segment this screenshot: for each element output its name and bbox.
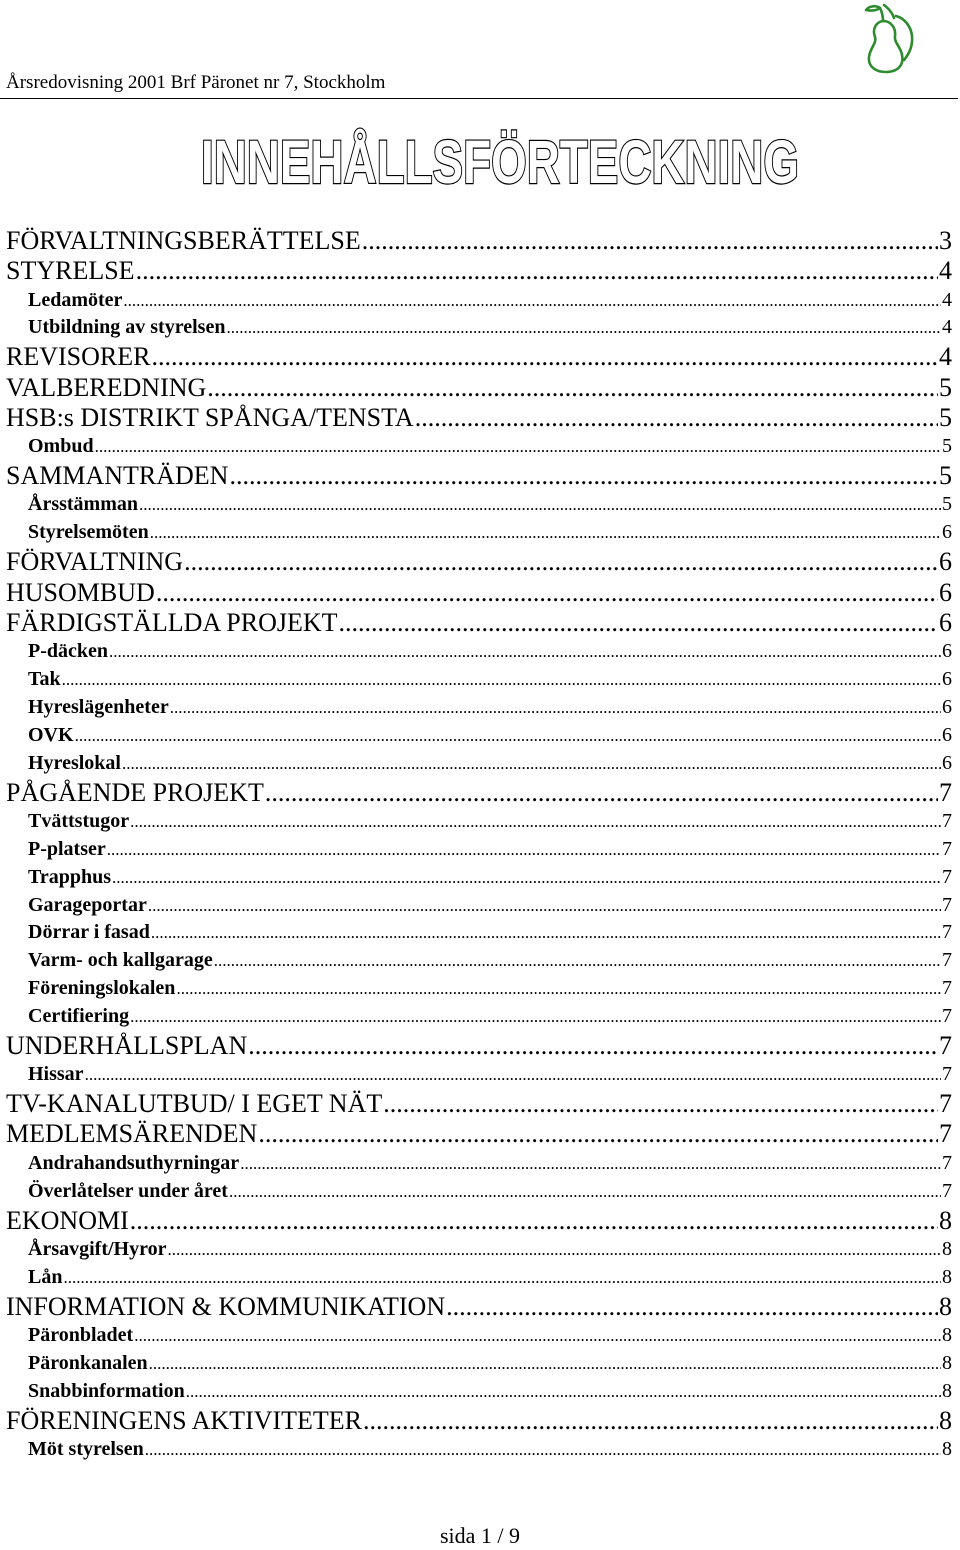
toc-entry-title: HUSOMBUD [6,577,155,607]
toc-entry-title: P-däcken [28,640,108,663]
dot-leader [362,226,938,256]
toc-entry-page: 8 [942,1437,952,1460]
toc-entry-page: 6 [942,695,952,718]
toc-entry-title: STYRELSE [6,256,135,286]
toc-subsection-entry [6,919,952,947]
dot-leader [248,1031,938,1061]
toc-entry-page: 8 [942,1265,952,1288]
toc-section-entry [6,256,952,286]
toc-entry-title: SAMMANTRÄDEN [6,461,229,491]
dot-leader [123,287,941,315]
toc-entry-page: 4 [942,288,952,311]
toc-entry-page: 5 [942,493,952,516]
toc-subsection-entry [6,433,952,461]
toc-entry-page: 5 [939,402,952,432]
dot-leader [95,433,941,461]
dot-leader [75,722,941,750]
toc-subsection-entry [6,1178,952,1206]
toc-entry-page: 6 [939,607,952,637]
dot-leader [151,342,938,372]
dot-leader [139,491,941,519]
toc-entry-title: Päronkanalen [28,1351,148,1374]
dot-leader [383,1089,938,1119]
dot-leader [186,1378,941,1406]
toc-entry-title: Lån [28,1265,63,1288]
toc-section-entry [6,1292,952,1322]
toc-entry-page: 6 [942,751,952,774]
toc-entry-title: Varm- och kallgarage [28,949,213,972]
toc-entry-title: FÄRDIGSTÄLLDA PROJEKT [6,607,338,637]
toc-entry-page: 7 [942,837,952,860]
dot-leader [62,666,941,694]
toc-subsection-entry [6,491,952,519]
toc-entry-title: UNDERHÅLLSPLAN [6,1031,248,1060]
toc-entry-title: Andrahandsuthyrningar [28,1151,240,1174]
toc-entry-title: Päronbladet [28,1323,134,1346]
toc-section-entry [6,1119,952,1149]
toc-subsection-entry [6,314,952,342]
dot-leader [207,373,938,403]
dot-leader [150,519,941,547]
dot-leader [109,638,941,666]
dot-leader [130,1003,941,1031]
dot-leader [112,864,941,892]
toc-entry-page: 7 [942,949,952,972]
dot-leader [107,836,941,864]
dot-leader [339,608,938,638]
toc-section-entry [6,403,952,433]
running-header: Årsredovisning 2001 Brf Päronet nr 7, Stockholm [6,72,386,93]
toc-entry-page: 8 [942,1351,952,1374]
dot-leader [156,578,938,608]
toc-entry-title: Dörrar i fasad [28,921,150,944]
toc-entry-page: 8 [939,1405,952,1435]
toc-entry-title: Garageportar [28,893,147,916]
toc-entry-title: MEDLEMSÄRENDEN [6,1119,258,1149]
toc-section-entry [6,1206,952,1236]
toc-entry-page: 7 [939,1089,952,1119]
toc-entry-page: 4 [942,316,952,339]
dot-leader [145,1436,941,1464]
table-of-contents [6,226,952,1464]
toc-entry-title: Styrelsemöten [28,521,149,544]
toc-subsection-entry [6,1236,952,1264]
toc-entry-page: 7 [942,1179,952,1202]
toc-entry-title: Överlåtelser under året [28,1179,228,1202]
toc-entry-title: Möt styrelsen [28,1437,144,1460]
toc-entry-page: 6 [942,640,952,663]
toc-entry-title: Årsstämman [28,493,138,516]
toc-section-entry [6,342,952,372]
dot-leader [226,314,941,342]
toc-entry-title: Snabbinformation [28,1379,185,1402]
toc-entry-title: HSB:s DISTRIKT SPÅNGA/TENSTA [6,402,414,432]
toc-entry-title: Certifiering [28,1005,130,1028]
toc-entry-page: 8 [942,1379,952,1402]
toc-entry-title: VALBEREDNING [6,372,207,402]
toc-subsection-entry [6,1322,952,1350]
toc-subsection-entry [6,722,952,750]
toc-entry-title: Hissar [28,1063,84,1086]
toc-entry-page: 7 [942,1063,952,1086]
toc-subsection-entry [6,808,952,836]
toc-entry-title: TV-KANALUTBUD/ I EGET NÄT [6,1089,383,1119]
toc-subsection-entry [6,1350,952,1378]
toc-entry-page: 6 [942,723,952,746]
toc-subsection-entry [6,836,952,864]
dot-leader [415,403,938,433]
dot-leader [240,1150,941,1178]
toc-subsection-entry [6,1003,952,1031]
toc-entry-page: 5 [939,461,952,491]
toc-entry-title: FÖRVALTNINGSBERÄTTELSE [6,226,361,255]
pear-icon [858,2,918,74]
toc-entry-title: FÖRENINGENS AKTIVITETER [6,1405,363,1435]
toc-entry-title: EKONOMI [6,1205,129,1235]
dot-leader [214,947,941,975]
toc-subsection-entry [6,1150,952,1178]
toc-entry-title: Tak [28,668,61,691]
toc-entry-page: 7 [939,1031,952,1060]
toc-entry-page: 4 [939,342,952,372]
toc-entry-title: Ledamöter [28,288,123,311]
toc-entry-page: 7 [942,921,952,944]
toc-section-entry [6,226,952,256]
toc-entry-title: P-platser [28,837,106,860]
dot-leader [136,256,938,286]
toc-subsection-entry [6,750,952,778]
toc-entry-page: 8 [942,1323,952,1346]
header-divider [0,98,958,99]
dot-leader [176,975,941,1003]
toc-section-entry [6,1089,952,1119]
toc-subsection-entry [6,1264,952,1292]
dot-leader [170,694,941,722]
toc-section-entry [6,608,952,638]
toc-entry-page: 8 [939,1205,952,1235]
dot-leader [229,1178,941,1206]
dot-leader [151,919,941,947]
toc-entry-title: PÅGÅENDE PROJEKT [6,777,264,807]
toc-entry-page: 7 [939,777,952,807]
dot-leader [122,750,941,778]
dot-leader [149,1350,941,1378]
dot-leader [63,1264,941,1292]
toc-entry-title: Hyreslägenheter [28,695,169,718]
dot-leader [148,892,941,920]
toc-subsection-entry [6,1436,952,1464]
toc-entry-page: 6 [942,521,952,544]
toc-entry-page: 6 [939,577,952,607]
dot-leader [130,808,941,836]
toc-entry-page: 8 [942,1237,952,1260]
dot-leader [446,1292,938,1322]
toc-entry-page: 5 [939,372,952,402]
toc-subsection-entry [6,638,952,666]
toc-entry-page: 4 [939,256,952,286]
toc-section-entry [6,373,952,403]
toc-subsection-entry [6,1378,952,1406]
page-number: sida 1 / 9 [439,1523,521,1548]
toc-section-entry [6,578,952,608]
dot-leader [134,1322,941,1350]
toc-entry-title: Tvättstugor [28,809,130,832]
toc-entry-title: FÖRVALTNING [6,547,184,577]
toc-entry-title: Hyreslokal [28,751,121,774]
toc-subsection-entry [6,1061,952,1089]
toc-entry-title: Utbildning av styrelsen [28,316,226,339]
toc-entry-page: 7 [942,1151,952,1174]
document-title-text: INNEHÅLLSFÖRTECKNING [201,128,799,196]
toc-entry-title: Ombud [28,435,94,458]
toc-subsection-entry [6,694,952,722]
toc-section-entry [6,1406,952,1436]
dot-leader [265,778,938,808]
dot-leader [85,1061,941,1089]
toc-entry-title: REVISORER [6,342,151,372]
toc-entry-page: 7 [942,977,952,1000]
toc-subsection-entry [6,864,952,892]
toc-entry-page: 6 [942,668,952,691]
toc-section-entry [6,778,952,808]
toc-subsection-entry [6,947,952,975]
toc-entry-page: 8 [939,1291,952,1321]
toc-entry-title: Trapphus [28,865,112,888]
dot-leader [258,1119,938,1149]
document-title [0,116,960,216]
toc-entry-title: Årsavgift/Hyror [28,1237,167,1260]
dot-leader [184,547,938,577]
toc-entry-page: 7 [942,1005,952,1028]
toc-entry-title: OVK [28,723,74,746]
toc-section-entry [6,461,952,491]
toc-entry-page: 6 [939,547,952,577]
toc-entry-title: Föreningslokalen [28,977,176,1000]
dot-leader [168,1236,942,1264]
dot-leader [363,1406,938,1436]
toc-entry-page: 3 [939,226,952,255]
toc-entry-page: 7 [939,1119,952,1149]
toc-subsection-entry [6,975,952,1003]
dot-leader [229,461,938,491]
toc-entry-title: INFORMATION & KOMMUNIKATION [6,1291,446,1321]
toc-subsection-entry [6,666,952,694]
toc-subsection-entry [6,892,952,920]
toc-entry-page: 7 [942,893,952,916]
toc-section-entry [6,1031,952,1061]
toc-subsection-entry [6,519,952,547]
toc-section-entry [6,547,952,577]
toc-subsection-entry [6,287,952,315]
toc-entry-page: 5 [942,435,952,458]
toc-entry-page: 7 [942,809,952,832]
toc-entry-page: 7 [942,865,952,888]
dot-leader [130,1206,938,1236]
